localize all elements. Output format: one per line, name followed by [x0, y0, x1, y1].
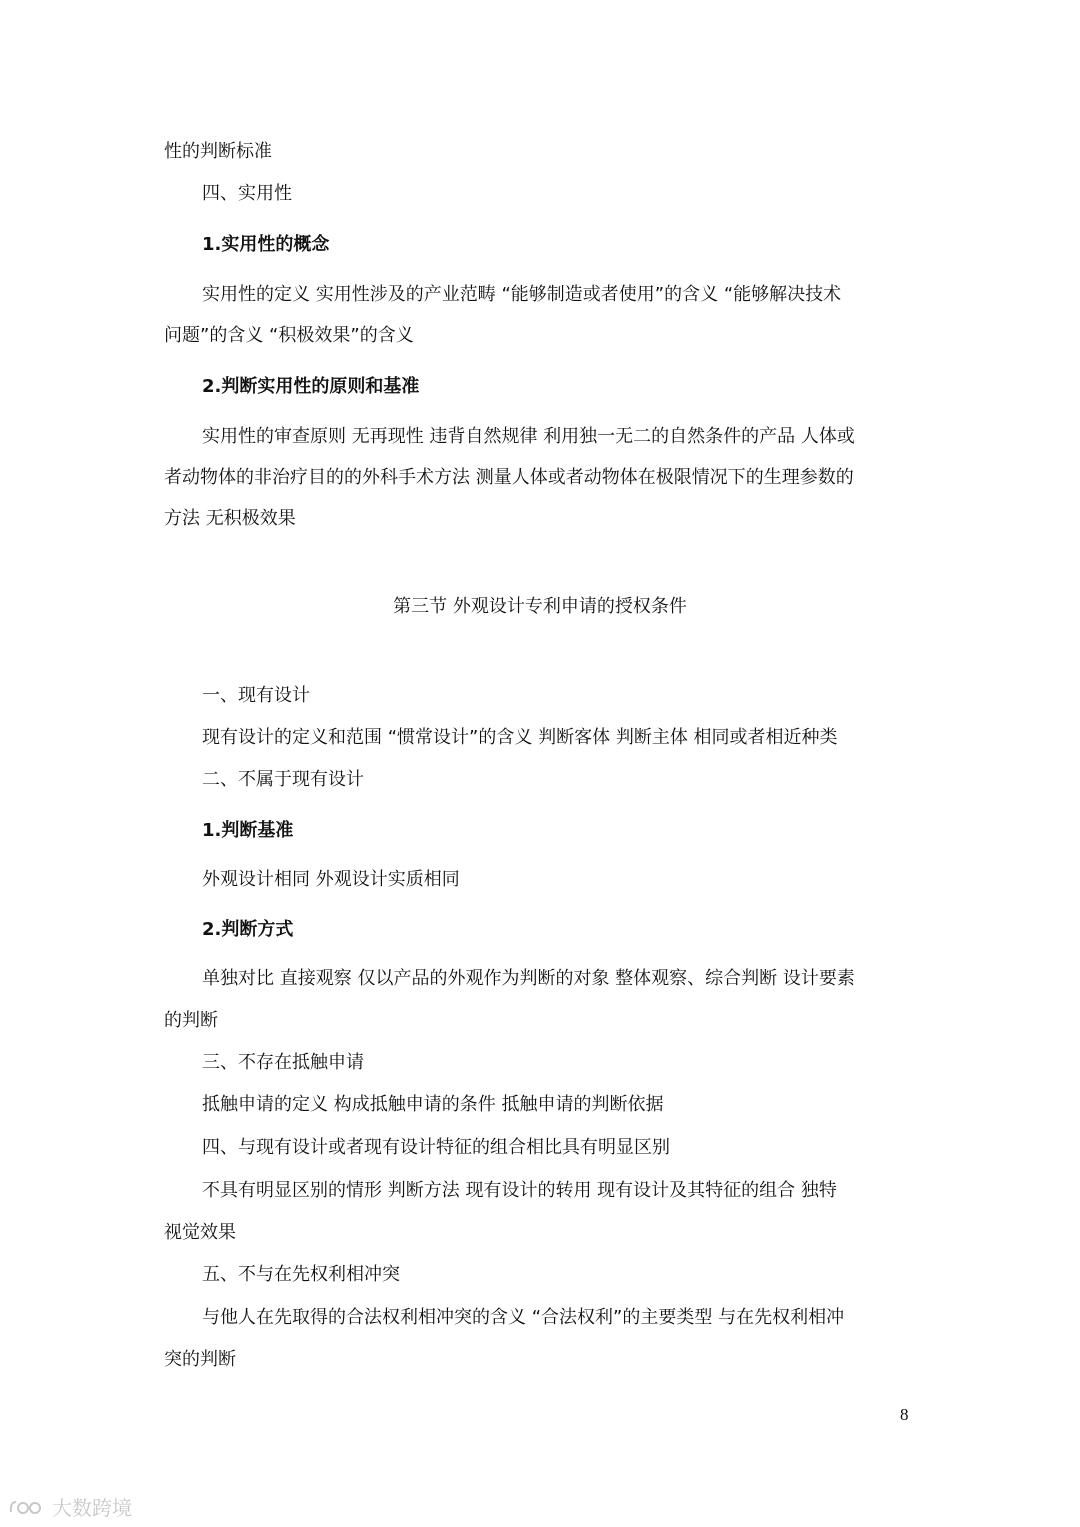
text-line: 者动物体的非治疗目的的外科手术方法 测量人体或者动物体在极限情况下的生理参数的 — [164, 467, 854, 488]
text-line: 的判断 — [164, 1010, 218, 1031]
subsection-heading: 二、不属于现有设计 — [202, 769, 364, 790]
subsection-heading: 一、现有设计 — [202, 685, 310, 706]
text-line: 不具有明显区别的情形 判断方法 现有设计的转用 现有设计及其特征的组合 独特 — [202, 1180, 837, 1201]
text-line: 问题”的含义 “积极效果”的含义 — [164, 325, 414, 346]
page-number: 8 — [900, 1405, 909, 1424]
item-heading: 1.判断基准 — [202, 820, 294, 841]
text-line: 抵触申请的定义 构成抵触申请的条件 抵触申请的判断依据 — [202, 1094, 664, 1115]
section-title: 第三节 外观设计专利申请的授权条件 — [393, 596, 687, 617]
text-line: 单独对比 直接观察 仅以产品的外观作为判断的对象 整体观察、综合判断 设计要素 — [202, 968, 855, 989]
watermark — [8, 1492, 132, 1521]
subsection-heading: 三、不存在抵触申请 — [202, 1052, 364, 1073]
subsection-heading: 五、不与在先权利相冲突 — [202, 1264, 400, 1285]
text-line: 视觉效果 — [164, 1222, 236, 1243]
text-line: 实用性的审查原则 无再现性 违背自然规律 利用独一无二的自然条件的产品 人体或 — [202, 426, 855, 447]
watermark-logo-icon — [8, 1498, 48, 1516]
subsection-heading: 四、实用性 — [202, 183, 292, 204]
subsection-heading: 四、与现有设计或者现有设计特征的组合相比具有明显区别 — [202, 1137, 670, 1158]
text-line: 外观设计相同 外观设计实质相同 — [202, 869, 460, 890]
text-line: 方法 无积极效果 — [164, 508, 296, 529]
item-heading: 2.判断实用性的原则和基准 — [202, 376, 420, 397]
text-line: 与他人在先取得的合法权利相冲突的含义 “合法权利”的主要类型 与在先权利相冲 — [202, 1307, 845, 1328]
text-line: 实用性的定义 实用性涉及的产业范畴 “能够制造或者使用”的含义 “能够解决技术 — [202, 284, 842, 305]
watermark-text: 大数跨境 — [52, 1496, 132, 1520]
text-line: 突的判断 — [164, 1349, 236, 1370]
text-line: 性的判断标准 — [164, 141, 272, 162]
item-heading: 2.判断方式 — [202, 919, 294, 940]
text-line: 现有设计的定义和范围 “惯常设计”的含义 判断客体 判断主体 相同或者相近种类 — [202, 727, 838, 748]
item-heading: 1.实用性的概念 — [202, 234, 330, 255]
